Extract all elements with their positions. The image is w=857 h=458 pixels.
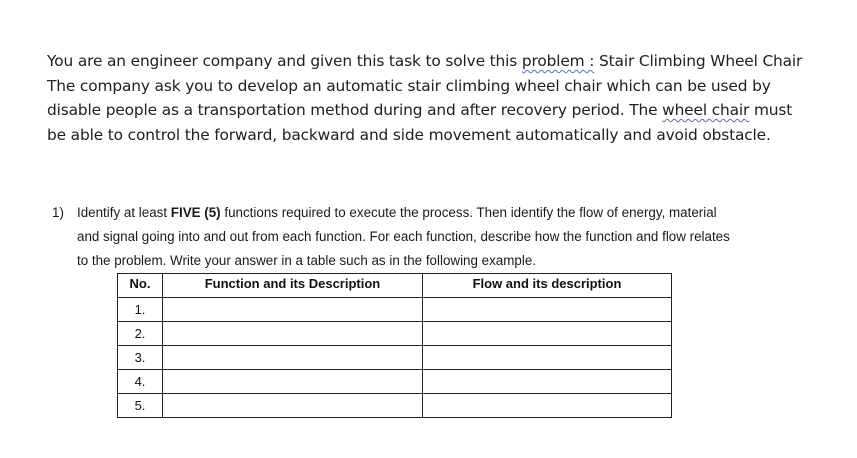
intro-line-3 [47, 98, 837, 123]
flow-cell[interactable] [423, 370, 672, 394]
answer-table [117, 273, 672, 418]
table-row [118, 322, 672, 346]
intro-text: You are an engineer company and given this task to solve this [47, 52, 522, 70]
row-number: 2. [118, 322, 163, 346]
table-header-row [118, 274, 672, 298]
table-row [118, 346, 672, 370]
question-emphasis: FIVE (5) [170, 205, 221, 220]
problem-statement [47, 49, 837, 147]
row-number: 5. [118, 394, 163, 418]
question-line-3: to the problem. Write your answer in a table such as in the following example. [77, 253, 536, 269]
intro-text: Stair Climbing Wheel Chair [594, 52, 803, 70]
question-number: 1) [52, 205, 64, 220]
question-body [77, 201, 812, 274]
intro-line-4: be able to control the forward, backward and side movement automatically and avoid obstacle. [47, 125, 771, 144]
spellcheck-word-problem: problem : [521, 52, 595, 70]
function-cell[interactable] [163, 346, 423, 370]
question-text: functions required to execute the process. Then identify the flow of energy, material [220, 205, 717, 220]
question-text: Identify at least [77, 205, 171, 220]
row-number: 4. [118, 370, 163, 394]
table-row [118, 370, 672, 394]
row-number: 1. [118, 298, 163, 322]
table-row [118, 394, 672, 418]
intro-line-2: The company ask you to develop an automatic stair climbing wheel chair which can be used by [47, 76, 771, 95]
flow-cell[interactable] [423, 346, 672, 370]
spellcheck-word-wheel-chair: wheel chair [662, 101, 750, 119]
function-cell[interactable] [163, 370, 423, 394]
row-number: 3. [118, 346, 163, 370]
header-function: Function and its Description [163, 274, 423, 298]
flow-cell[interactable] [423, 394, 672, 418]
intro-text: must [749, 101, 793, 119]
table-row [118, 298, 672, 322]
function-cell[interactable] [163, 322, 423, 346]
flow-cell[interactable] [423, 298, 672, 322]
function-cell[interactable] [163, 394, 423, 418]
question-line-2: and signal going into and out from each function. For each function, describe how the function and flow relates [77, 229, 730, 245]
intro-line-1 [47, 49, 837, 74]
question-line-1 [77, 201, 812, 225]
function-cell[interactable] [163, 298, 423, 322]
header-flow: Flow and its description [423, 274, 672, 298]
header-no: No. [118, 274, 163, 298]
flow-cell[interactable] [423, 322, 672, 346]
question-1 [52, 201, 812, 274]
intro-text: disable people as a transportation method during and after recovery period. The [47, 101, 663, 119]
